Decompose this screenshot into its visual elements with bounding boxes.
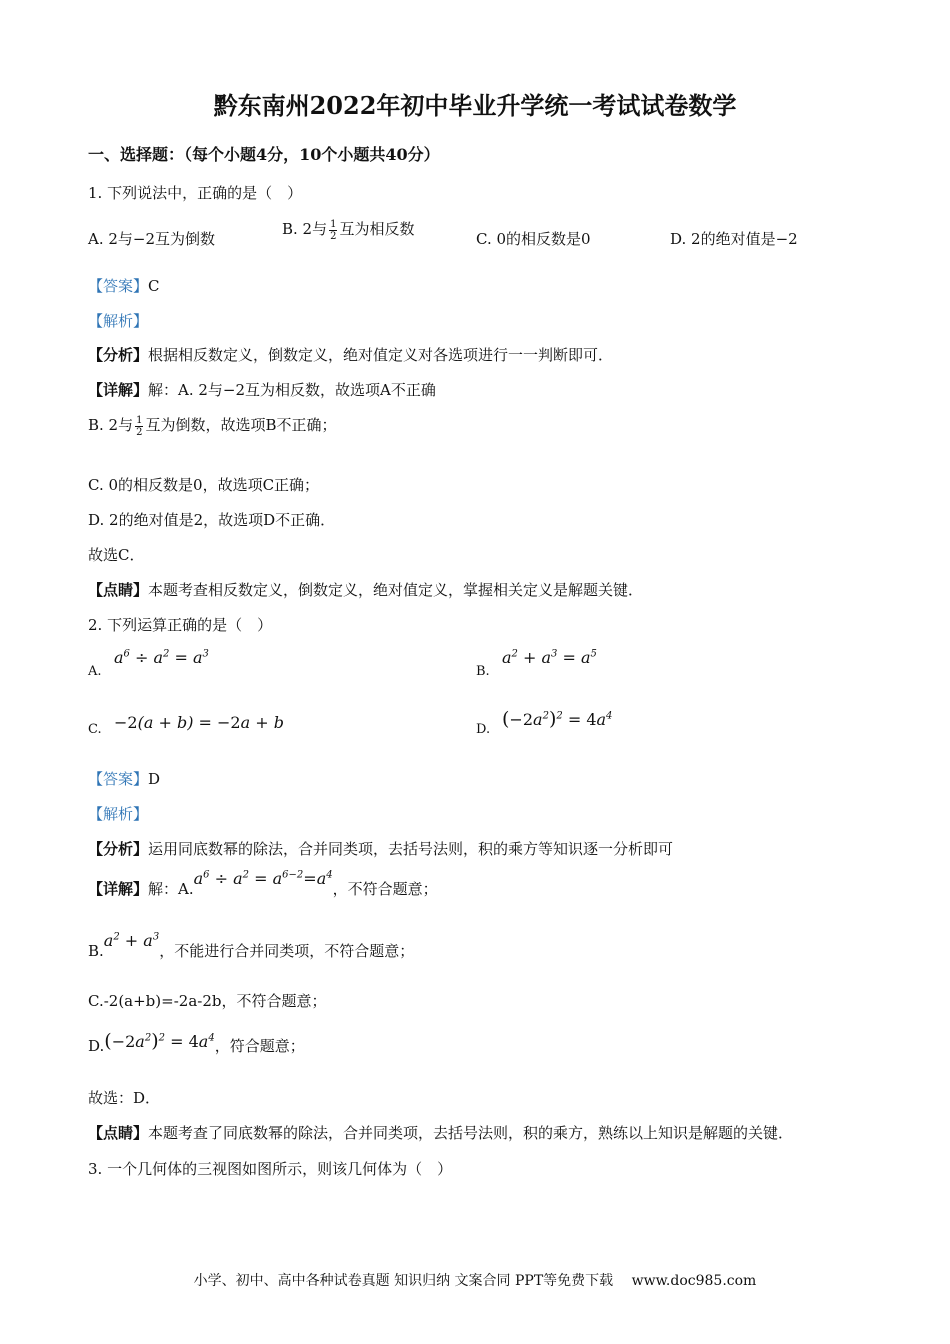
q2-option-d-formula: $(-2a^2)^2 = 4a^4$ [502, 708, 613, 730]
answer-value: C [148, 277, 160, 295]
analysis-tag: 【解析】 [88, 312, 149, 330]
q1-line-d: D. 2的绝对值是2，故选项D不正确． [88, 511, 336, 529]
q2-option-a-label: A. [88, 664, 102, 679]
q2-answer [88, 768, 160, 789]
fraction-half: $\frac{1}{2}$ [330, 218, 337, 242]
q1-line-b: B. 2与 $\frac{1}{2}$ 互为倒数，故选项B不正确； [88, 414, 337, 438]
q2-fenxi: 【分析】运用同底数幂的除法，合并同类项，去括号法则，积的乘方等知识逐一分析即可 [88, 840, 674, 858]
q2-stem: 2. 下列运算正确的是（ ） [88, 616, 273, 634]
page-title: 黔东南州2022年初中毕业升学统一考试试卷数学 [213, 91, 737, 120]
xiangjie-tag: 【详解】 [88, 880, 149, 898]
q2-option-c-formula: −2(a + b) = −2a + b [114, 713, 284, 732]
q2-xiangjie: 【详解】解：$A.a^6 \div a^2 = a^{6-2}=a^4$，不符合题意； [88, 869, 438, 898]
q1-stem: 1. 下列说法中，正确的是（ ） [88, 184, 303, 202]
analysis-tag: 【解析】 [88, 805, 149, 823]
q1-option-b [282, 218, 415, 242]
q2-line-d-formula: $(-2a^2)^2 = 4a^4$ [104, 1030, 215, 1052]
page-footer: 小学、初中、高中各种试卷真题 知识归纳 文案合同 PPT等免费下载 www.doc985.com [193, 1273, 757, 1289]
q1-choose: 故选C． [88, 546, 145, 564]
q2-line-c: C.-2(a+b)=-2a-2b，不符合题意； [88, 992, 327, 1010]
q1-fenxi: 【分析】根据相反数定义，倒数定义，绝对值定义对各选项进行一一判断即可． [88, 346, 614, 364]
dianjing-tag: 【点睛】 [88, 581, 149, 599]
q2-dianjing: 【点睛】本题考查了同底数幂的除法，合并同类项，去括号法则，积的乘方，熟练以上知识是解题的关键． [88, 1124, 794, 1142]
q1-option-b-post: 互为相反数 [339, 220, 415, 238]
q2-option-b-label: B. [476, 664, 490, 679]
q2-line-b-formula: $a^2 + a^3$ [103, 931, 160, 950]
q3-stem: 3. 一个几何体的三视图如图所示，则该几何体为（ ） [88, 1160, 453, 1178]
answer-tag: 【答案】 [88, 277, 149, 295]
q2-option-c-label: C. [88, 722, 102, 737]
q2-xiangjie-formula: $a^6 \div a^2 = a^{6-2}=a^4$ [193, 869, 333, 888]
q2-option-d-label: D. [476, 722, 491, 737]
q2-choose: 故选：D． [88, 1089, 161, 1107]
q1-option-a: A. 2与−2互为倒数 [88, 230, 216, 248]
xiangjie-tag: 【详解】 [88, 381, 149, 399]
q1-line-c: C. 0的相反数是0，故选项C正确； [88, 476, 320, 494]
q2-option-a-formula: $a^6 \div a^2 = a^3$ [114, 648, 209, 667]
q1-dianjing: 【点睛】本题考查相反数定义，倒数定义，绝对值定义，掌握相关定义是解题关键． [88, 581, 644, 599]
q1-xiangjie: 【详解】解：A. 2与−2互为相反数，故选项A不正确 [88, 381, 436, 399]
q2-option-b-formula: $a^2 + a^3 = a^5$ [502, 648, 597, 667]
fenxi-tag: 【分析】 [88, 840, 149, 858]
section-heading: 一、选择题：（每个小题4分，10个小题共40分） [88, 145, 440, 164]
q2-line-d: $D.(-2a^2)^2 = 4a^4$，符合题意； [88, 1030, 305, 1055]
dianjing-tag: 【点睛】 [88, 1124, 149, 1142]
answer-tag: 【答案】 [88, 770, 149, 788]
fenxi-tag: 【分析】 [88, 346, 149, 364]
q2-line-b: $B.a^2 + a^3$，不能进行合并同类项，不符合题意； [88, 931, 415, 960]
answer-value: D [148, 770, 161, 788]
q1-option-d: D. 2的绝对值是−2 [670, 230, 798, 248]
q1-option-b-pre: B. 2与 [282, 220, 328, 238]
fraction-half: $\frac{1}{2}$ [136, 414, 143, 438]
q1-answer [88, 275, 160, 296]
q1-option-c: C. 0的相反数是0 [476, 230, 591, 248]
